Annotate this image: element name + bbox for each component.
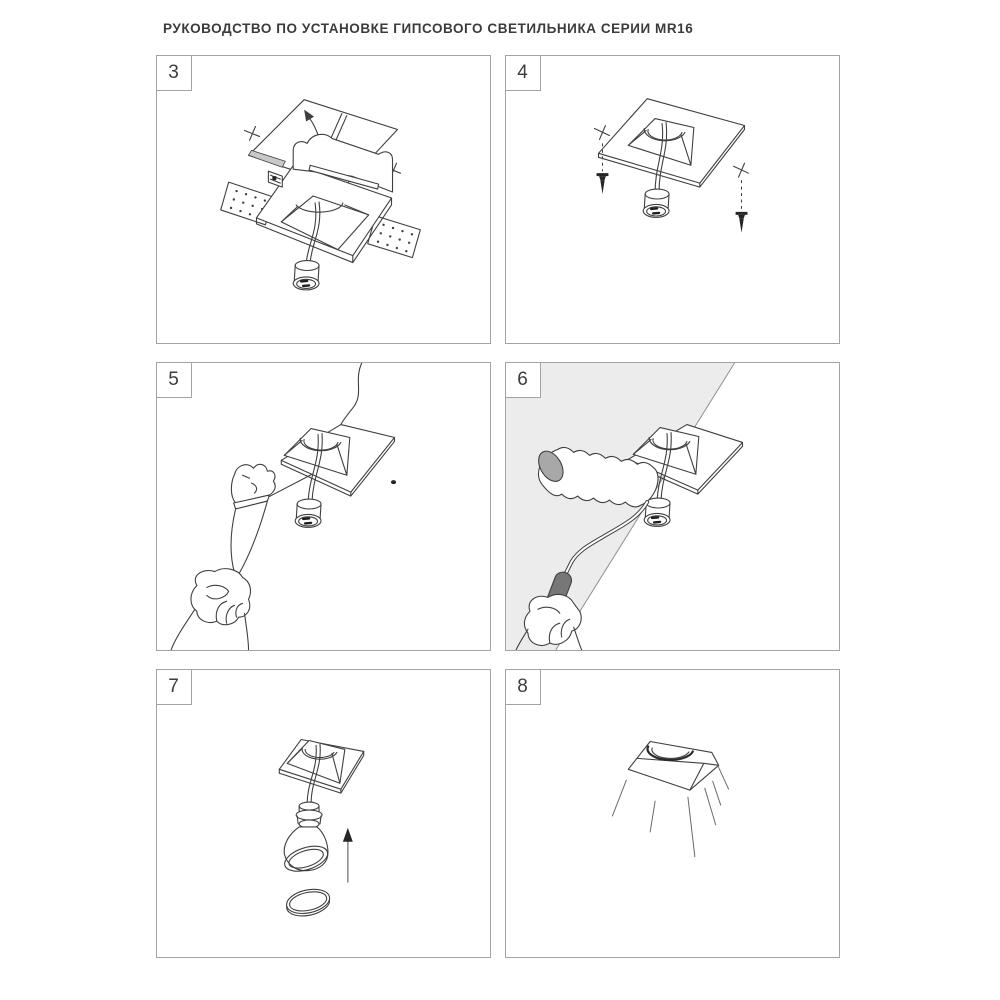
step-panel-6 [505, 362, 840, 651]
step-panel-5 [156, 362, 491, 651]
putty-bag [231, 464, 275, 574]
illustration-step-3 [157, 56, 490, 343]
lamp-socket [293, 261, 319, 290]
retaining-ring [284, 886, 331, 920]
step-number-badge: 5 [156, 362, 192, 398]
page-title: РУКОВОДСТВО ПО УСТАНОВКЕ ГИПСОВОГО СВЕТИЛЬНИКА СЕРИИ MR16 [163, 21, 694, 36]
step-panel-8 [505, 669, 840, 958]
up-arrow-icon [343, 828, 353, 883]
screw-head-dot [391, 480, 396, 484]
step-panel-4 [505, 55, 840, 344]
step-panel-7 [156, 669, 491, 958]
step-number-badge: 4 [505, 55, 541, 91]
finished-fixture [628, 742, 718, 791]
illustration-step-7 [157, 670, 490, 957]
hand-fist [171, 569, 250, 650]
ceiling-seam-line [341, 363, 362, 425]
lamp-socket [643, 189, 669, 217]
screw-right-icon [734, 163, 749, 233]
step-number-badge: 8 [505, 669, 541, 705]
step-number-badge: 7 [156, 669, 192, 705]
step-number-badge: 6 [505, 362, 541, 398]
cut-mark-left-icon [245, 127, 260, 141]
illustration-step-8 [506, 670, 839, 957]
illustration-step-6 [506, 363, 839, 650]
illustration-step-4 [506, 56, 839, 343]
lamp-socket [295, 499, 321, 527]
step-panel-3 [156, 55, 491, 344]
step-number-badge: 3 [156, 55, 192, 91]
steps-grid [156, 55, 840, 958]
illustration-step-5 [157, 363, 490, 650]
mr16-lamp [281, 802, 330, 876]
